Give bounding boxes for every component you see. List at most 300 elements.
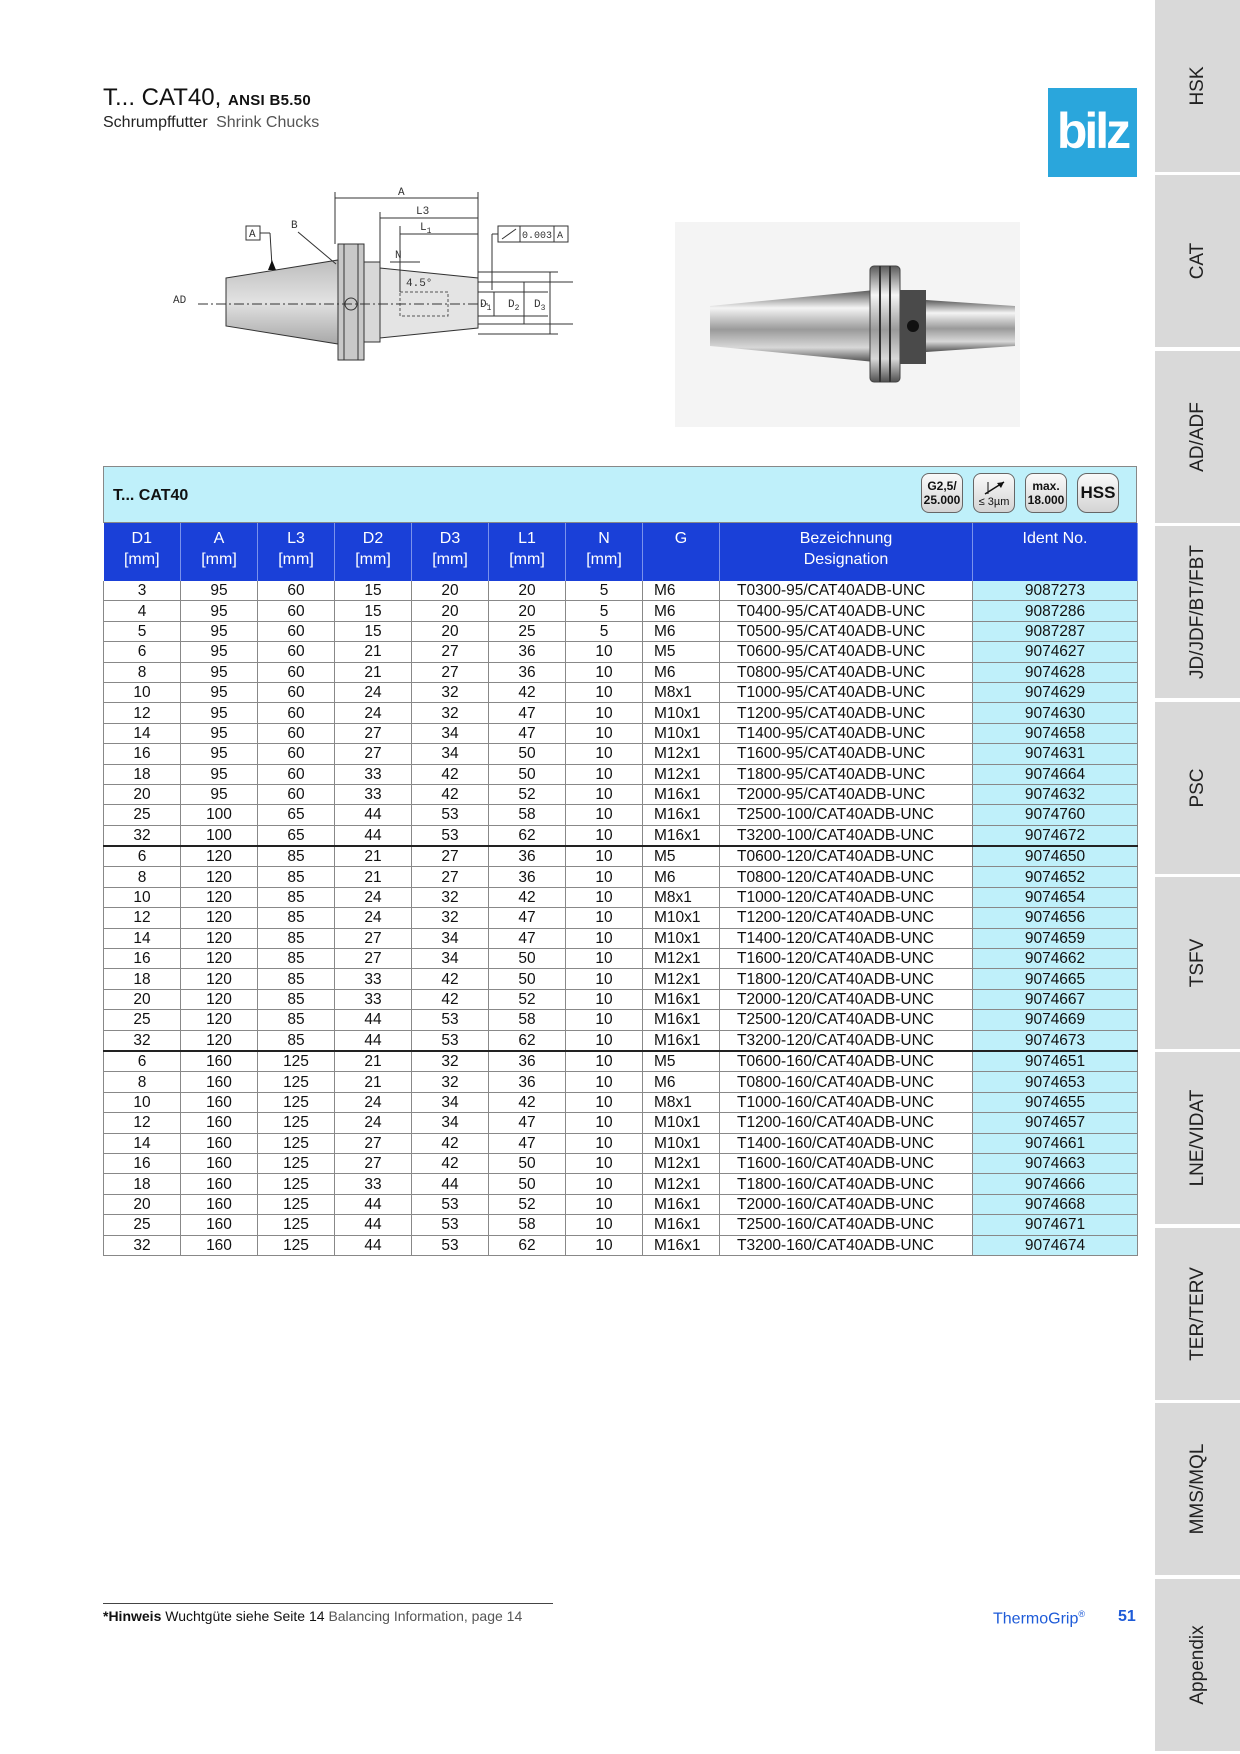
table-cell: 160: [181, 1194, 258, 1214]
table-cell: 50: [489, 949, 566, 969]
title-standard: ANSI B5.50: [227, 92, 311, 109]
table-cell: 52: [489, 989, 566, 1009]
table-cell: 27: [335, 1153, 412, 1173]
table-cell: 9087286: [973, 601, 1138, 621]
side-tab-jd-jdf-bt-fbt[interactable]: [1155, 526, 1240, 698]
table-cell: 21: [335, 846, 412, 867]
table-row: [104, 621, 1138, 641]
table-cell: M6: [643, 867, 720, 887]
table-row: [104, 744, 1138, 764]
side-tab-label: AD/ADF: [1186, 401, 1208, 472]
table-cell: 34: [412, 723, 489, 743]
table-cell: 24: [335, 682, 412, 702]
table-cell: M12x1: [643, 744, 720, 764]
table-cell: 125: [258, 1235, 335, 1255]
table-cell: 44: [335, 805, 412, 825]
table-cell: 120: [181, 908, 258, 928]
table-cell: 160: [181, 1133, 258, 1153]
table-cell: 20: [104, 784, 181, 804]
table-cell: 10: [566, 989, 643, 1009]
table-cell: 21: [335, 642, 412, 662]
table-cell: 100: [181, 825, 258, 846]
table-cell: T1200-95/CAT40ADB-UNC: [720, 703, 973, 723]
tolerance-ref: A: [557, 231, 564, 242]
photo-clamp-body: [926, 300, 1015, 352]
table-cell: 95: [181, 682, 258, 702]
table-cell: T3200-120/CAT40ADB-UNC: [720, 1030, 973, 1051]
column-header-label: N: [598, 530, 610, 547]
table-cell: T1200-120/CAT40ADB-UNC: [720, 908, 973, 928]
table-cell: 65: [258, 805, 335, 825]
table-cell: 160: [181, 1215, 258, 1235]
table-cell: 27: [412, 662, 489, 682]
table-cell: 27: [412, 642, 489, 662]
table-row: [104, 1133, 1138, 1153]
table-cell: 25: [489, 621, 566, 641]
table-cell: 53: [412, 825, 489, 846]
table-cell: 34: [412, 1092, 489, 1112]
side-tab-tsfv[interactable]: [1155, 877, 1240, 1049]
table-row: [104, 805, 1138, 825]
table-cell: 9074671: [973, 1215, 1138, 1235]
table-cell: 10: [566, 703, 643, 723]
table-cell: 16: [104, 1153, 181, 1173]
dim-D1-label: $D_1$: [480, 299, 492, 313]
table-cell: 53: [412, 1235, 489, 1255]
table-cell: 44: [335, 1030, 412, 1051]
table-cell: 100: [181, 805, 258, 825]
table-cell: 160: [181, 1113, 258, 1133]
table-cell: 24: [335, 908, 412, 928]
table-cell: 9074664: [973, 764, 1138, 784]
table-row: [104, 825, 1138, 846]
table-cell: 10: [566, 744, 643, 764]
table-cell: 27: [412, 846, 489, 867]
table-cell: M5: [643, 1051, 720, 1072]
table-cell: 10: [566, 1092, 643, 1112]
footnote-en: Balancing Information, page 14: [328, 1608, 523, 1624]
table-cell: 58: [489, 1215, 566, 1235]
table-cell: 9074650: [973, 846, 1138, 867]
table-cell: 21: [335, 662, 412, 682]
table-cell: M8x1: [643, 1092, 720, 1112]
table-cell: 36: [489, 1051, 566, 1072]
table-cell: T1800-160/CAT40ADB-UNC: [720, 1174, 973, 1194]
table-cell: T0500-95/CAT40ADB-UNC: [720, 621, 973, 641]
table-cell: T0800-95/CAT40ADB-UNC: [720, 662, 973, 682]
table-cell: 160: [181, 1174, 258, 1194]
table-cell: 60: [258, 723, 335, 743]
side-tab-label: TSFV: [1186, 938, 1208, 988]
table-cell: 85: [258, 887, 335, 907]
page-subtitle: [103, 114, 319, 132]
table-cell: 95: [181, 764, 258, 784]
table-cell: 120: [181, 846, 258, 867]
bilz-logo: [1048, 88, 1137, 177]
table-body: [104, 581, 1138, 1255]
table-cell: 60: [258, 682, 335, 702]
side-tab-label: Appendix: [1186, 1624, 1208, 1705]
table-cell: 160: [181, 1072, 258, 1092]
table-cell: 44: [412, 1174, 489, 1194]
balancing-speed: 25.000: [923, 493, 961, 507]
table-cell: T3200-100/CAT40ADB-UNC: [720, 825, 973, 846]
table-cell: 53: [412, 1194, 489, 1214]
table-cell: M12x1: [643, 969, 720, 989]
table-row: [104, 703, 1138, 723]
logo-text: bilz: [1056, 103, 1129, 159]
table-cell: 9074657: [973, 1113, 1138, 1133]
table-cell: 95: [181, 662, 258, 682]
table-cell: 24: [335, 887, 412, 907]
table-row: [104, 1072, 1138, 1092]
table-cell: 21: [335, 1051, 412, 1072]
table-cell: 160: [181, 1051, 258, 1072]
column-header: [104, 523, 181, 581]
table-cell: 50: [489, 1174, 566, 1194]
neck-shape: [364, 262, 380, 342]
table-cell: 85: [258, 949, 335, 969]
table-cell: M16x1: [643, 805, 720, 825]
table-cell: 53: [412, 1030, 489, 1051]
table-cell: 47: [489, 928, 566, 948]
table-row: [104, 846, 1138, 867]
runout-arrow-icon: [980, 477, 1010, 497]
side-tab-psc[interactable]: [1155, 702, 1240, 874]
side-tab-label: CAT: [1186, 243, 1208, 280]
table-cell: 9074632: [973, 784, 1138, 804]
table-cell: 120: [181, 969, 258, 989]
table-cell: 9074663: [973, 1153, 1138, 1173]
runout-value: ≤ 3µm: [978, 496, 1010, 508]
table-cell: 95: [181, 621, 258, 641]
table-cell: M16x1: [643, 1215, 720, 1235]
column-header: [973, 523, 1138, 581]
table-cell: 85: [258, 846, 335, 867]
table-cell: 50: [489, 969, 566, 989]
table-cell: 120: [181, 887, 258, 907]
dim-A-label: A: [398, 187, 405, 199]
table-cell: 125: [258, 1092, 335, 1112]
table-cell: T1800-120/CAT40ADB-UNC: [720, 969, 973, 989]
table-cell: 34: [412, 928, 489, 948]
side-tab-label: HSK: [1186, 66, 1208, 106]
table-cell: M16x1: [643, 1194, 720, 1214]
taper-shank-shape: [226, 260, 338, 344]
table-cell: 5: [104, 621, 181, 641]
column-header-unit: [mm]: [123, 551, 160, 568]
table-cell: 125: [258, 1072, 335, 1092]
table-cell: 9074656: [973, 908, 1138, 928]
table-row: [104, 887, 1138, 907]
dim-N-label: N: [395, 250, 402, 262]
footnote: [103, 1608, 522, 1624]
table-cell: 5: [566, 621, 643, 641]
balancing-grade: G2,5/: [927, 479, 957, 493]
max-speed-label: max.: [1032, 479, 1060, 493]
table-row: [104, 1194, 1138, 1214]
table-cell: 18: [104, 969, 181, 989]
dim-D2-label: $D_2$: [508, 299, 520, 313]
table-row: [104, 601, 1138, 621]
table-row: [104, 1235, 1138, 1255]
table-cell: 44: [335, 1215, 412, 1235]
table-cell: 10: [566, 928, 643, 948]
table-cell: T3200-160/CAT40ADB-UNC: [720, 1235, 973, 1255]
table-cell: 10: [566, 908, 643, 928]
side-tab-mms-mql[interactable]: [1155, 1403, 1240, 1575]
table-cell: 4: [104, 601, 181, 621]
table-cell: 9074629: [973, 682, 1138, 702]
table-cell: 58: [489, 805, 566, 825]
column-header-label: A: [213, 530, 225, 547]
column-header-label: Bezeichnung: [799, 530, 893, 547]
table-cell: 47: [489, 908, 566, 928]
table-cell: 14: [104, 1133, 181, 1153]
side-tab-cat[interactable]: [1155, 175, 1240, 347]
table-cell: M6: [643, 581, 720, 601]
footnote-de: Wuchtgüte siehe Seite 14: [165, 1608, 325, 1624]
subtitle-de: Schrumpffutter: [103, 114, 208, 131]
table-cell: 44: [335, 825, 412, 846]
table-cell: 62: [489, 1235, 566, 1255]
table-cell: 44: [335, 1010, 412, 1030]
table-cell: 32: [412, 1072, 489, 1092]
table-cell: T1000-95/CAT40ADB-UNC: [720, 682, 973, 702]
table-cell: 10: [566, 662, 643, 682]
table-cell: 60: [258, 601, 335, 621]
column-header-unit: [mm]: [432, 551, 468, 568]
table-cell: 160: [181, 1092, 258, 1112]
table-row: [104, 1174, 1138, 1194]
table-cell: 42: [412, 969, 489, 989]
table-cell: 85: [258, 1030, 335, 1051]
table-cell: M6: [643, 1072, 720, 1092]
table-cell: 12: [104, 703, 181, 723]
table-cell: 160: [181, 1235, 258, 1255]
table-cell: 36: [489, 642, 566, 662]
column-header-unit: [mm]: [509, 551, 545, 568]
table-cell: T0600-120/CAT40ADB-UNC: [720, 846, 973, 867]
table-cell: 24: [335, 1092, 412, 1112]
table-cell: 32: [412, 1051, 489, 1072]
table-cell: 9074631: [973, 744, 1138, 764]
table-cell: 95: [181, 642, 258, 662]
table-cell: 125: [258, 1215, 335, 1235]
table-cell: 24: [335, 703, 412, 723]
table-cell: 9074658: [973, 723, 1138, 743]
dim-L3-label: L3: [416, 206, 430, 218]
table-cell: 27: [335, 928, 412, 948]
table-cell: 60: [258, 744, 335, 764]
table-cell: 62: [489, 1030, 566, 1051]
column-header-unit: [mm]: [586, 551, 622, 568]
table-cell: 9074665: [973, 969, 1138, 989]
table-cell: 10: [566, 1113, 643, 1133]
subtitle-en: Shrink Chucks: [216, 114, 320, 131]
table-cell: 120: [181, 867, 258, 887]
table-cell: 9074628: [973, 662, 1138, 682]
table-cell: 10: [104, 887, 181, 907]
brand-name: [993, 1609, 1085, 1628]
table-row: [104, 1113, 1138, 1133]
table-cell: 120: [181, 1030, 258, 1051]
table-cell: 65: [258, 825, 335, 846]
column-header-label: L1: [518, 530, 536, 547]
table-cell: 25: [104, 805, 181, 825]
table-cell: 20: [412, 581, 489, 601]
table-cell: 42: [489, 1092, 566, 1112]
table-cell: 8: [104, 867, 181, 887]
table-row: [104, 723, 1138, 743]
table-cell: T0600-160/CAT40ADB-UNC: [720, 1051, 973, 1072]
table-cell: 20: [412, 621, 489, 641]
table-cell: 42: [412, 989, 489, 1009]
column-header: [412, 523, 489, 581]
side-tab-lne-vidat[interactable]: [1155, 1052, 1240, 1224]
label-AD: AD: [173, 295, 187, 307]
table-cell: 12: [104, 1113, 181, 1133]
max-speed-badge: [1025, 473, 1067, 513]
table-cell: 36: [489, 846, 566, 867]
registered-mark: ®: [1078, 1609, 1085, 1619]
table-cell: 9074653: [973, 1072, 1138, 1092]
title-main: T... CAT40,: [103, 84, 222, 111]
table-cell: 60: [258, 642, 335, 662]
table-cell: 34: [412, 744, 489, 764]
table-cell: 52: [489, 1194, 566, 1214]
column-header-label: G: [674, 530, 688, 547]
flange-shape: [338, 244, 364, 360]
table-cell: 32: [412, 887, 489, 907]
table-cell: 125: [258, 1051, 335, 1072]
table-cell: 15: [335, 621, 412, 641]
table-cell: M10x1: [643, 908, 720, 928]
column-header-label: L3: [287, 530, 305, 547]
table-cell: 120: [181, 949, 258, 969]
table-cell: 32: [412, 703, 489, 723]
table-cell: 9074654: [973, 887, 1138, 907]
angle-label: 4.5°: [406, 278, 433, 290]
table-cell: 85: [258, 928, 335, 948]
table-cell: M6: [643, 621, 720, 641]
table-cell: 20: [489, 601, 566, 621]
side-tab-hsk[interactable]: [1155, 0, 1240, 172]
table-cell: 10: [566, 642, 643, 662]
table-cell: 9074630: [973, 703, 1138, 723]
table-cell: T1400-160/CAT40ADB-UNC: [720, 1133, 973, 1153]
table-cell: 60: [258, 764, 335, 784]
table-cell: M12x1: [643, 949, 720, 969]
table-cell: 9074666: [973, 1174, 1138, 1194]
table-cell: T1600-120/CAT40ADB-UNC: [720, 949, 973, 969]
table-cell: T1000-160/CAT40ADB-UNC: [720, 1092, 973, 1112]
table-cell: 9074667: [973, 989, 1138, 1009]
table-cell: 44: [335, 1235, 412, 1255]
column-header: [258, 523, 335, 581]
table-cell: T2500-120/CAT40ADB-UNC: [720, 1010, 973, 1030]
table-cell: M16x1: [643, 1030, 720, 1051]
table-cell: 25: [104, 1215, 181, 1235]
table-cell: M12x1: [643, 1174, 720, 1194]
column-header-label: D3: [439, 530, 461, 547]
table-cell: 85: [258, 867, 335, 887]
table-cell: 9074674: [973, 1235, 1138, 1255]
table-cell: 120: [181, 928, 258, 948]
table-cell: T0800-120/CAT40ADB-UNC: [720, 867, 973, 887]
page-number: 51: [1118, 1608, 1136, 1625]
table-cell: T0300-95/CAT40ADB-UNC: [720, 581, 973, 601]
table-cell: M6: [643, 662, 720, 682]
table-cell: 9074652: [973, 867, 1138, 887]
table-row: [104, 642, 1138, 662]
table-cell: 42: [412, 1133, 489, 1153]
table-cell: 9087273: [973, 581, 1138, 601]
table-cell: 47: [489, 723, 566, 743]
table-cell: 95: [181, 581, 258, 601]
table-cell: 10: [566, 1010, 643, 1030]
table-cell: 3: [104, 581, 181, 601]
table-cell: 9087287: [973, 621, 1138, 641]
table-cell: T1800-95/CAT40ADB-UNC: [720, 764, 973, 784]
table-cell: 9074627: [973, 642, 1138, 662]
table-cell: 14: [104, 723, 181, 743]
table-cell: 60: [258, 703, 335, 723]
side-tab-ter-terv[interactable]: [1155, 1228, 1240, 1400]
dim-D3-label: $D_3$: [534, 299, 546, 313]
table-cell: 10: [566, 867, 643, 887]
table-cell: M8x1: [643, 887, 720, 907]
column-header-label: D1: [131, 530, 152, 547]
table-cell: 32: [412, 908, 489, 928]
side-tab-ad-adf[interactable]: [1155, 351, 1240, 523]
table-cell: M6: [643, 601, 720, 621]
table-cell: 42: [412, 764, 489, 784]
table-cell: 27: [335, 949, 412, 969]
table-cell: 18: [104, 764, 181, 784]
table-cell: 10: [566, 1072, 643, 1092]
column-header-label: D2: [362, 530, 384, 547]
table-cell: 52: [489, 784, 566, 804]
table-cell: M5: [643, 642, 720, 662]
table-cell: 27: [335, 1133, 412, 1153]
side-tab-appendix[interactable]: [1155, 1579, 1240, 1751]
table-row: [104, 1030, 1138, 1051]
table-cell: 9074668: [973, 1194, 1138, 1214]
table-cell: 6: [104, 1051, 181, 1072]
table-cell: 34: [412, 949, 489, 969]
table-cell: 12: [104, 908, 181, 928]
table-cell: 10: [104, 1092, 181, 1112]
table-cell: 44: [335, 1194, 412, 1214]
table-cell: M10x1: [643, 1133, 720, 1153]
table-cell: 125: [258, 1113, 335, 1133]
table-cell: M16x1: [643, 989, 720, 1009]
table-cell: 24: [335, 1113, 412, 1133]
table-cell: 21: [335, 867, 412, 887]
table-cell: T1400-120/CAT40ADB-UNC: [720, 928, 973, 948]
table-cell: 27: [335, 744, 412, 764]
table-cell: 9074659: [973, 928, 1138, 948]
table-cell: 10: [566, 1153, 643, 1173]
side-tab-label: MMS/MQL: [1186, 1443, 1208, 1535]
table-cell: 53: [412, 1010, 489, 1030]
table-cell: 20: [104, 1194, 181, 1214]
table-cell: 10: [566, 1235, 643, 1255]
table-cell: 95: [181, 784, 258, 804]
brand-text: ThermoGrip: [993, 1610, 1079, 1628]
table-cell: 58: [489, 1010, 566, 1030]
